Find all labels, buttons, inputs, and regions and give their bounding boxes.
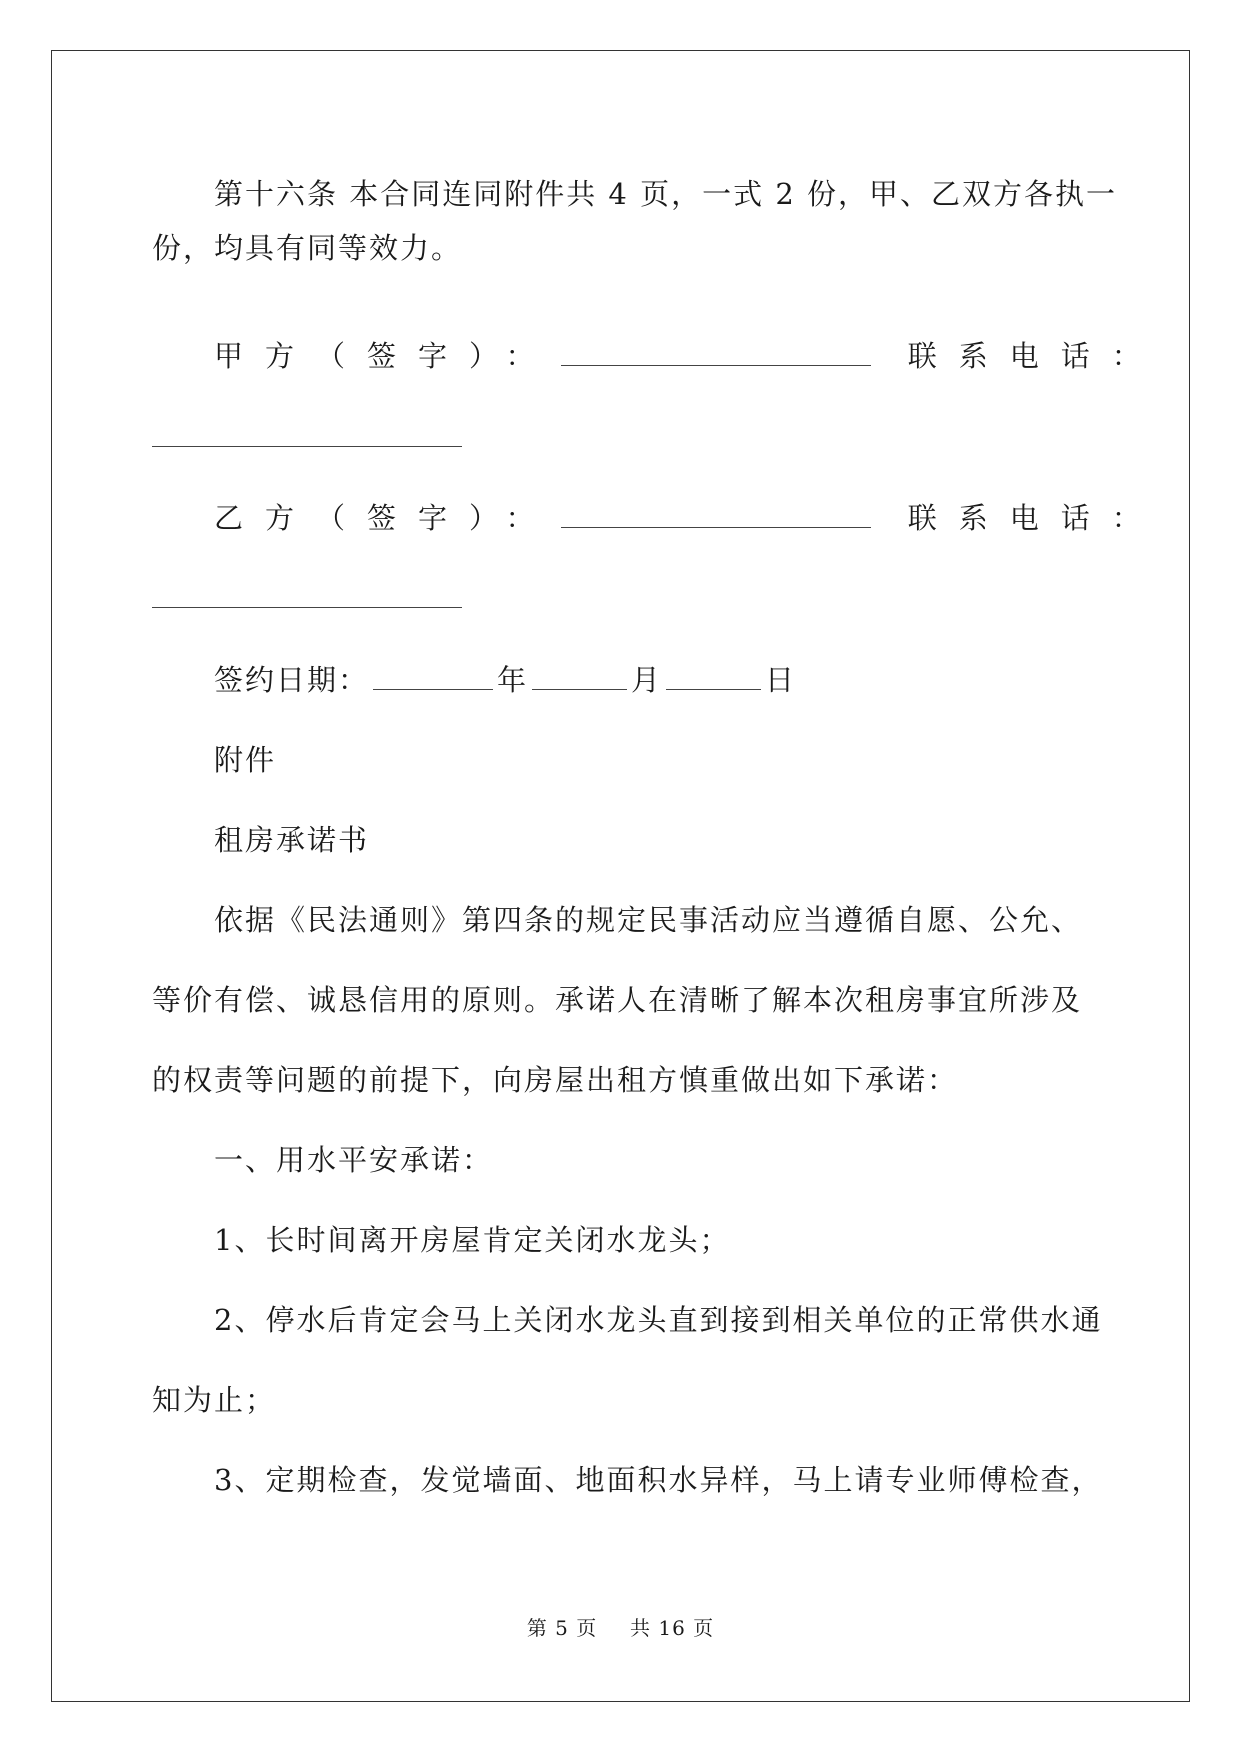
month-label: 月 — [631, 663, 663, 697]
preamble-line2: 等价有偿、诚恳信用的原则。承诺人在清晰了解本次租房事宜所涉及 — [152, 983, 1083, 1017]
party-a-phone-blank[interactable] — [152, 446, 462, 447]
signing-date-label: 签约日期： — [214, 663, 370, 697]
party-a-phone-label: 联系电话： — [907, 339, 1163, 373]
page-total: 共 16 页 — [630, 1616, 715, 1640]
month-blank[interactable] — [532, 663, 627, 690]
item-2-line1: 2、停水后肯定会马上关闭水龙头直到接到相关单位的正常供水通 — [214, 1303, 1103, 1337]
preamble-line3: 的权责等问题的前提下，向房屋出租方慎重做出如下承诺： — [152, 1063, 959, 1097]
party-b-phone-label: 联系电话： — [907, 501, 1163, 535]
year-label: 年 — [497, 663, 529, 697]
page-number: 第 5 页 — [526, 1616, 598, 1640]
party-b-signature-blank[interactable] — [561, 501, 871, 528]
item-2-line2: 知为止； — [152, 1383, 277, 1417]
section-water-safety: 一、用水平安承诺： — [214, 1143, 494, 1177]
day-blank[interactable] — [666, 663, 761, 690]
party-a-signature-blank[interactable] — [561, 339, 871, 366]
promise-letter-title: 租房承诺书 — [214, 823, 370, 857]
signing-date-line — [214, 658, 796, 699]
clause-16-line2: 份，均具有同等效力。 — [152, 231, 463, 265]
party-b-phone-blank[interactable] — [152, 607, 462, 608]
party-a-label: 甲方（签字）： — [214, 339, 557, 373]
party-b-label: 乙方（签字）： — [214, 501, 557, 535]
attachment-heading: 附件 — [214, 743, 277, 777]
item-3-line1: 3、定期检查，发觉墙面、地面积水异样，马上请专业师傅检查， — [214, 1463, 1103, 1497]
page-border — [51, 50, 1190, 1702]
day-label: 日 — [765, 663, 797, 697]
preamble-line1: 依据《民法通则》第四条的规定民事活动应当遵循自愿、公允、 — [214, 903, 1083, 937]
party-a-signature-line — [214, 334, 1163, 375]
clause-16-line1: 第十六条 本合同连同附件共 4 页，一式 2 份，甲、乙双方各执一 — [214, 177, 1117, 211]
item-1: 1、长时间离开房屋肯定关闭水龙头； — [214, 1223, 731, 1257]
page-footer — [0, 1612, 1241, 1641]
year-blank[interactable] — [373, 663, 493, 690]
party-b-signature-line — [214, 496, 1163, 537]
